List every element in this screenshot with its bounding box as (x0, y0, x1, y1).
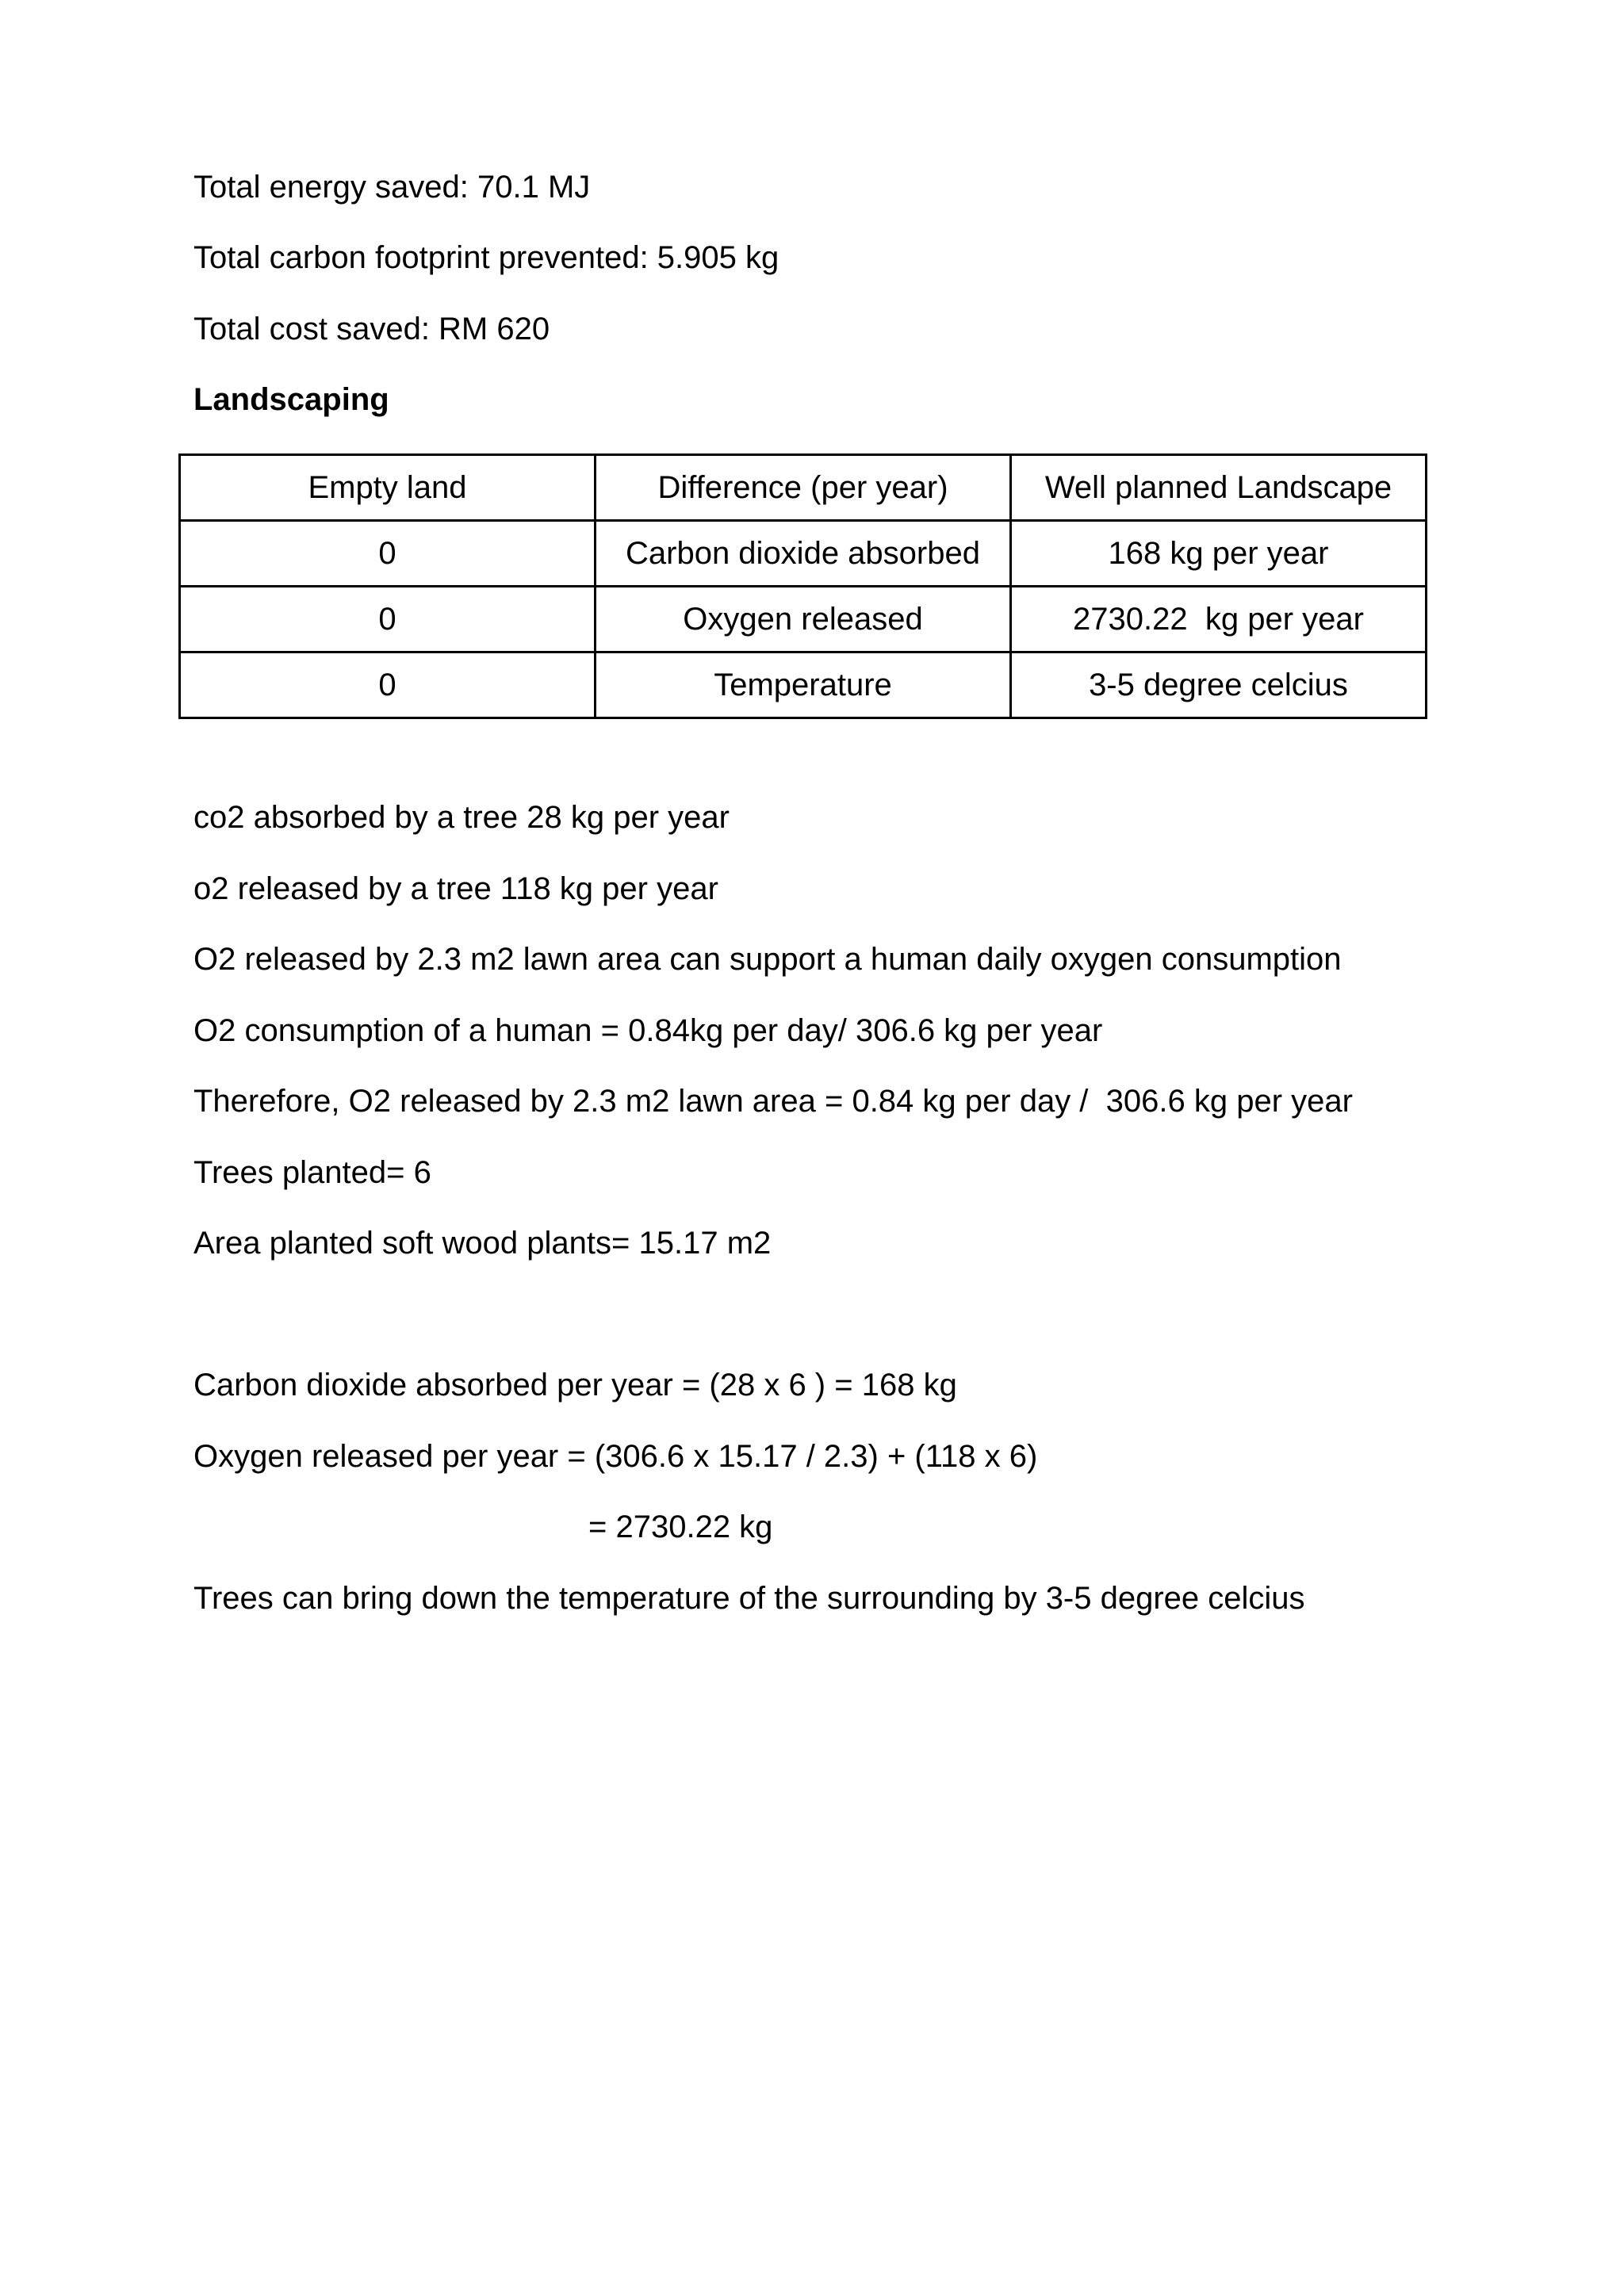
table-cell: 2730.22 kg per year (1011, 587, 1427, 652)
note-co2-per-tree: co2 absorbed by a tree 28 kg per year (193, 800, 730, 835)
table-cell: Carbon dioxide absorbed (596, 521, 1011, 587)
table-header-row (180, 455, 1427, 521)
table-cell: 168 kg per year (1011, 521, 1427, 587)
table-cell: Temperature (596, 652, 1011, 718)
header-empty-land: Empty land (180, 455, 596, 521)
table-cell: Oxygen released (596, 587, 1011, 652)
note-o2-consumption: O2 consumption of a human = 0.84kg per day/ 306.6 kg per year (193, 1013, 1103, 1048)
table-cell: 3-5 degree celcius (1011, 652, 1427, 718)
note-lawn-area: O2 released by 2.3 m2 lawn area can support a human daily oxygen consumption (193, 942, 1342, 977)
note-therefore: Therefore, O2 released by 2.3 m2 lawn area = 0.84 kg per day / 306.6 kg per year (193, 1084, 1353, 1119)
note-temperature: Trees can bring down the temperature of the surrounding by 3-5 degree celcius (193, 1581, 1305, 1616)
section-title: Landscaping (193, 382, 389, 417)
table-row (180, 652, 1427, 718)
landscaping-table (178, 453, 1427, 719)
total-carbon-footprint: Total carbon footprint prevented: 5.905 kg (193, 240, 779, 275)
calc-o2-released: Oxygen released per year = (306.6 x 15.17 / 2.3) + (118 x 6) (193, 1439, 1038, 1474)
header-difference: Difference (per year) (596, 455, 1011, 521)
total-cost-saved: Total cost saved: RM 620 (193, 312, 550, 346)
note-o2-per-tree: o2 released by a tree 118 kg per year (193, 871, 718, 906)
table-row (180, 521, 1427, 587)
calc-o2-result: = 2730.22 kg (588, 1510, 773, 1544)
table-cell: 0 (180, 587, 596, 652)
calc-co2-absorbed: Carbon dioxide absorbed per year = (28 x 6 ) = 168 kg (193, 1368, 957, 1402)
table-cell: 0 (180, 652, 596, 718)
header-well-planned-landscape: Well planned Landscape (1011, 455, 1427, 521)
table-cell: 0 (180, 521, 596, 587)
total-energy-saved: Total energy saved: 70.1 MJ (193, 170, 591, 205)
note-area-planted: Area planted soft wood plants= 15.17 m2 (193, 1226, 772, 1261)
note-trees-planted: Trees planted= 6 (193, 1155, 431, 1190)
table-row (180, 587, 1427, 652)
